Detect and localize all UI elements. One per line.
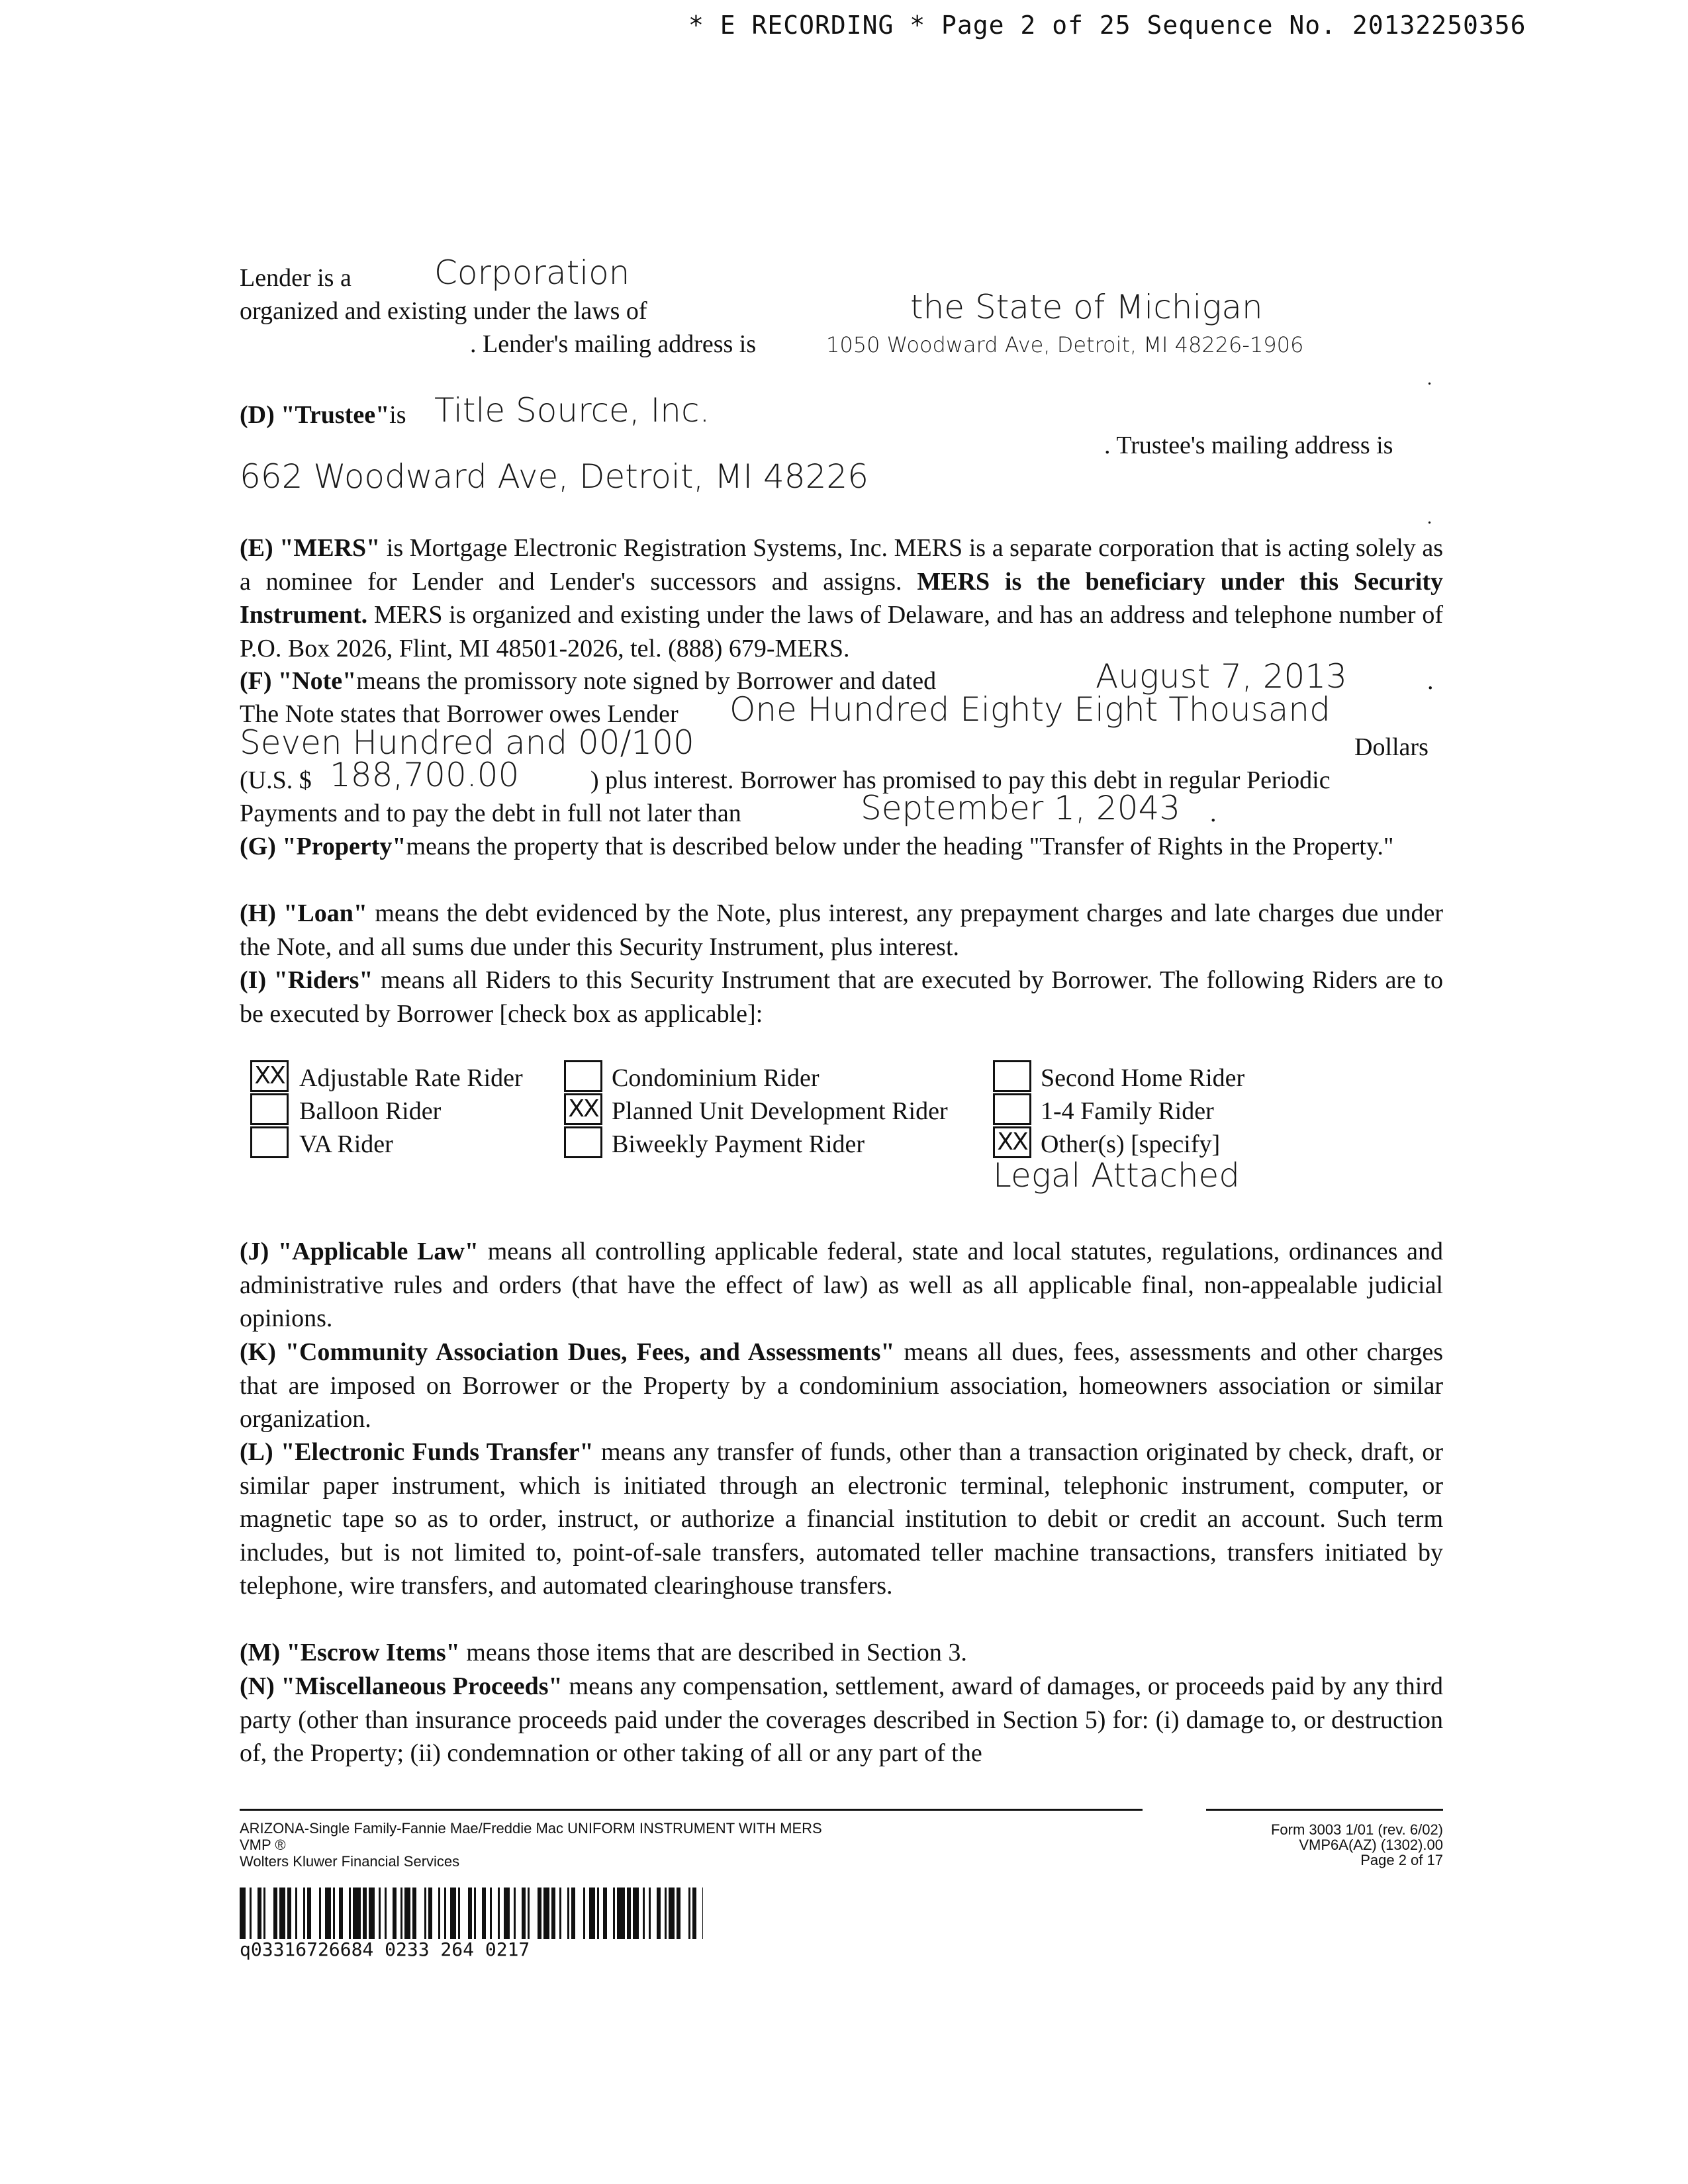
lender-type-value: Corporation: [434, 253, 630, 292]
barcode-bar: [498, 1888, 500, 1939]
barcode-bar: [400, 1888, 402, 1939]
label-va-rider: VA Rider: [299, 1130, 393, 1158]
footer-publisher: Wolters Kluwer Financial Services: [240, 1853, 460, 1870]
barcode-bar: [528, 1888, 530, 1939]
checkbox-va-rider[interactable]: [250, 1126, 289, 1158]
checkbox-planned-unit-development-rider[interactable]: XX: [564, 1093, 602, 1125]
note-us-label: (U.S. $: [240, 766, 312, 794]
footer-vmp: VMP ®: [240, 1837, 286, 1853]
barcode-bar: [657, 1888, 661, 1939]
trustee-label: (D) "Trustee"is: [240, 401, 406, 429]
barcode-bar: [571, 1888, 575, 1939]
barcode-bar: [514, 1888, 516, 1939]
note-payments-label: Payments and to pay the debt in full not later than: [240, 799, 741, 827]
barcode-bar: [412, 1888, 416, 1939]
barcode-bar: [287, 1888, 291, 1939]
note-date-value: August 7, 2013: [1096, 657, 1347, 696]
riders-paragraph: (I) "Riders" means all Riders to this Security Instrument that are executed by Borrower. The following Riders are to be executed by Borrower [check box as applicable]:: [240, 966, 1444, 1028]
period-mark: .: [1427, 667, 1434, 695]
trustee-name-value: Title Source, Inc.: [434, 391, 710, 430]
footer-rule-left: [240, 1809, 1143, 1811]
barcode-number: q03316726684 0233 264 0217: [240, 1938, 530, 1960]
electronic-funds-transfer-paragraph: (L) "Electronic Funds Transfer" means any transfer of funds, other than a transaction originated by check, draft, or similar paper instrument, which is initiated through an electronic terminal, telephonic instrument, computer, or magnetic tape so as to order, instruct, or authorize a financial institution to debit or credit an account. Such term includes, but is not limited to, point-of-sale transfers, automated teller machine transactions, transfers initiated by telephone, wire transfers, and automated clearinghouse transfers.: [240, 1438, 1444, 1600]
barcode-bar: [468, 1888, 472, 1939]
barcode-bar: [688, 1888, 690, 1939]
footer-page: Page 2 of 17: [1360, 1852, 1443, 1868]
barcode-bar: [339, 1888, 343, 1939]
note-line-1: (F) "Note"means the promissory note signed by Borrower and dated: [240, 667, 937, 695]
barcode-bar: [482, 1888, 486, 1939]
miscellaneous-proceeds-paragraph: (N) "Miscellaneous Proceeds" means any compensation, settlement, award of damages, or proceeds paid by any third party (other than insurance proceeds paid under the coverages described in Section 5) for: (i) damage to, or destruction of, the Property; (ii) condemnation or other taking of all or any part of the: [240, 1672, 1444, 1767]
barcode-bar: [363, 1888, 367, 1939]
barcode-bar: [589, 1888, 595, 1939]
barcode-bar: [633, 1888, 639, 1939]
checkbox-condominium-rider[interactable]: [564, 1060, 602, 1092]
barcode-bar: [665, 1888, 667, 1939]
barcode-bar: [613, 1888, 615, 1939]
barcode-bar: [404, 1888, 410, 1939]
barcode-bar: [385, 1888, 387, 1939]
label-condominium-rider: Condominium Rider: [612, 1064, 820, 1092]
barcode-bar: [258, 1888, 261, 1939]
barcode-bar: [669, 1888, 675, 1939]
barcode-bar: [295, 1888, 297, 1939]
barcode-bar: [438, 1888, 440, 1939]
checkbox-1-4-family-rider[interactable]: [993, 1093, 1031, 1125]
other-rider-specify-value: Legal Attached: [993, 1156, 1241, 1195]
barcode-bar: [567, 1888, 569, 1939]
barcode-bar: [424, 1888, 426, 1939]
barcode-bar: [379, 1888, 381, 1939]
barcode-bar: [263, 1888, 265, 1939]
checkbox-adjustable-rate-rider[interactable]: XX: [250, 1060, 289, 1092]
barcode-bar: [458, 1888, 460, 1939]
checkbox-second-home-rider[interactable]: [993, 1060, 1031, 1092]
barcode-bar: [490, 1888, 492, 1939]
barcode-bar: [702, 1888, 703, 1939]
barcode-bar: [428, 1888, 432, 1939]
property-paragraph: (G) "Property"means the property that is described below under the heading "Transfer of Rights in the Property.": [240, 833, 1394, 860]
barcode-bar: [349, 1888, 351, 1939]
lender-address-value: 1050 Woodward Ave, Detroit, MI 48226-1906: [826, 332, 1304, 357]
note-dollars-label: Dollars: [1354, 733, 1429, 761]
note-plus-interest: ) plus interest. Borrower has promised to pay this debt in regular Periodic: [590, 766, 1331, 794]
barcode-bar: [559, 1888, 561, 1939]
label-biweekly-payment-rider: Biweekly Payment Rider: [612, 1130, 865, 1158]
note-amount-value: 188,700.00: [330, 756, 520, 794]
barcode-bar: [307, 1888, 311, 1939]
barcode-bar: [627, 1888, 631, 1939]
barcode-bar: [353, 1888, 361, 1939]
note-amount-words-1: One Hundred Eighty Eight Thousand: [729, 690, 1331, 729]
period-mark: .: [1210, 799, 1217, 827]
footer-rule-right: [1206, 1809, 1443, 1811]
mers-paragraph: (E) "MERS" is Mortgage Electronic Registration Systems, Inc. MERS is a separate corporation that is acting solely as a nominee for Lender and Lender's successors and assigns. MERS is the beneficiary under this Security Instrument. MERS is organized and existing under the laws of Delaware, and has an address and telephone number of P.O. Box 2026, Flint, MI 48501-2026, tel. (888) 679-MERS.: [240, 534, 1444, 662]
period-mark: .: [1427, 369, 1432, 389]
barcode-bar: [597, 1888, 599, 1939]
lender-address-label: . Lender's mailing address is: [470, 330, 757, 358]
note-owes-label: The Note states that Borrower owes Lender: [240, 700, 679, 728]
barcode-bar: [319, 1888, 321, 1939]
barcode-bar: [393, 1888, 397, 1939]
footer-form-number: Form 3003 1/01 (rev. 6/02): [1270, 1821, 1443, 1838]
barcode-bar: [649, 1888, 651, 1939]
note-maturity-value: September 1, 2043: [861, 789, 1181, 827]
barcode-bar: [551, 1888, 555, 1939]
footer-vmp-code: VMP6A(AZ) (1302).00: [1299, 1837, 1443, 1853]
barcode-bar: [444, 1888, 446, 1939]
barcode-bar: [333, 1888, 335, 1939]
label-other-rider: Other(s) [specify]: [1041, 1130, 1221, 1158]
lender-organized-label: organized and existing under the laws of: [240, 297, 647, 325]
barcode-bar: [250, 1888, 252, 1939]
barcode-bar: [617, 1888, 625, 1939]
applicable-law-paragraph: (J) "Applicable Law" means all controlling applicable federal, state and local statutes, regulations, ordinances and administrative rules and orders (that have the effect of law) as well as all applicable final, non-appealable judicial opinions.: [240, 1238, 1444, 1332]
barcode-bar: [240, 1888, 246, 1939]
trustee-address-value: 662 Woodward Ave, Detroit, MI 48226: [240, 457, 869, 496]
barcode-bar: [677, 1888, 680, 1939]
barcode-bar: [583, 1888, 585, 1939]
barcode-bar: [603, 1888, 607, 1939]
note-amount-words-2: Seven Hundred and 00/100: [240, 723, 694, 762]
barcode-bar: [450, 1888, 456, 1939]
barcode-bar: [522, 1888, 526, 1939]
barcode-bar: [504, 1888, 510, 1939]
barcode-bar: [543, 1888, 549, 1939]
barcode-bar: [369, 1888, 375, 1939]
barcode-bar: [279, 1888, 285, 1939]
checkbox-biweekly-payment-rider[interactable]: [564, 1126, 602, 1158]
barcode-image: [240, 1888, 703, 1939]
escrow-items-paragraph: (M) "Escrow Items" means those items that are described in Section 3.: [240, 1639, 967, 1666]
label-second-home-rider: Second Home Rider: [1041, 1064, 1245, 1092]
footer-form-title: ARIZONA-Single Family-Fannie Mae/Freddie Mac UNIFORM INSTRUMENT WITH MERS: [240, 1820, 822, 1837]
label-balloon-rider: Balloon Rider: [299, 1097, 442, 1125]
label-adjustable-rate-rider: Adjustable Rate Rider: [299, 1064, 523, 1092]
community-association-paragraph: (K) "Community Association Dues, Fees, and Assessments" means all dues, fees, assessments and other charges that are imposed on Borrower or the Property by a condominium association, homeowners association or similar organization.: [240, 1338, 1444, 1433]
period-mark: .: [1427, 508, 1432, 528]
barcode-bar: [303, 1888, 305, 1939]
lender-state-value: the State of Michigan: [910, 288, 1263, 326]
barcode-bar: [692, 1888, 696, 1939]
barcode-bar: [273, 1888, 277, 1939]
barcode-bar: [643, 1888, 645, 1939]
barcode-bar: [325, 1888, 331, 1939]
barcode-bar: [538, 1888, 541, 1939]
label-planned-unit-development-rider: Planned Unit Development Rider: [612, 1097, 948, 1125]
trustee-address-label: . Trustee's mailing address is: [1104, 432, 1393, 459]
barcode-bar: [474, 1888, 476, 1939]
loan-paragraph: (H) "Loan" means the debt evidenced by the Note, plus interest, any prepayment charges and late charges due under the Note, and all sums due under this Security Instrument, plus interest.: [240, 899, 1443, 961]
recording-header: * E RECORDING * Page 2 of 25 Sequence No. 20132250356: [688, 11, 1526, 40]
checkbox-other-rider[interactable]: XX: [993, 1126, 1031, 1158]
lender-is-a-label: Lender is a: [240, 264, 352, 292]
label-1-4-family-rider: 1-4 Family Rider: [1041, 1097, 1214, 1125]
checkbox-balloon-rider[interactable]: [250, 1093, 289, 1125]
